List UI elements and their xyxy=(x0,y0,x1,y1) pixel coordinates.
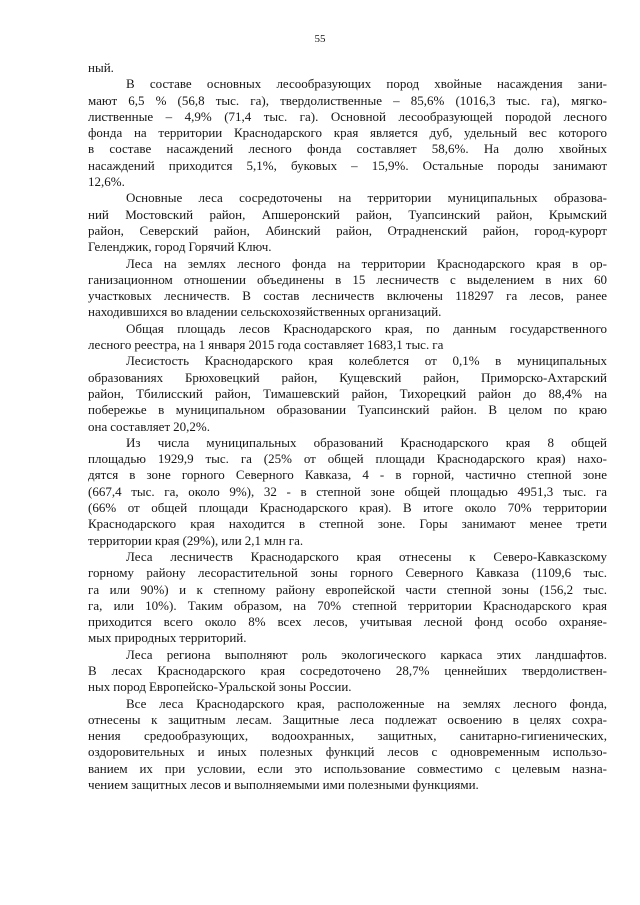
paragraph xyxy=(88,549,607,647)
text-line: район, Тбилисский район, Тимашевский район, Тихорецкий район до 88,4% на xyxy=(88,385,607,401)
text-line: лесного реестра, на 1 января 2015 года составляет 1683,1 тыс. га xyxy=(88,337,444,353)
paragraph xyxy=(88,435,607,549)
paragraph xyxy=(88,76,607,190)
text-line: мают 6,5 % (56,8 тыс. га), твердолиственные – 85,6% (1016,3 тыс. га), мягко- xyxy=(88,92,607,108)
text-line: лиственные – 4,9% (71,4 тыс. га). Основной лесообразующей породой лесного xyxy=(88,108,607,124)
text-line: площадью 1929,9 тыс. га (25% от общей площади Краснодарского края) нахо- xyxy=(88,451,607,467)
text-line: находившихся во владении сельскохозяйственных организаций. xyxy=(88,304,442,320)
text-line: приходится всего около 8% всех лесов, учитывая лесной фонд особо охраняе- xyxy=(88,614,607,630)
text-line: насаждений приходится 5,1%, буковых – 15,9%. Остальные породы занимают xyxy=(88,157,607,173)
text-line: Лесистость Краснодарского края колеблется от 0,1% в муниципальных xyxy=(126,353,607,369)
text-line: горному району лесорастительной зоны горного Северного Кавказа (1109,6 тыс. xyxy=(88,565,607,581)
text-line: Леса лесничеств Краснодарского края отнесены к Северо-Кавказскому xyxy=(126,548,607,564)
paragraph xyxy=(88,190,607,255)
text-line: фонда на территории Краснодарского края является дуб, удельный вес которого xyxy=(88,125,607,141)
text-line: 12,6%. xyxy=(88,174,125,190)
text-line: га, или 10%). Таким образом, на 70% степной территории Краснодарского края xyxy=(88,597,607,613)
paragraph xyxy=(88,647,607,696)
text-line: район, Северский район, Абинский район, Отрадненский район, город-курорт xyxy=(88,222,607,238)
text-line: В лесах Краснодарского края сосредоточено 28,7% ценнейших твердолиствен- xyxy=(88,662,607,678)
text-line: ний Мостовский район, Апшеронский район, Туапсинский район, Крымский xyxy=(88,206,607,222)
text-line: отнесены к защитным лесам. Защитные леса подлежат освоению в целях сохра- xyxy=(88,711,607,727)
text-line: Общая площадь лесов Краснодарского края, по данным государственного xyxy=(126,320,607,336)
text-line: она составляет 20,2%. xyxy=(88,418,211,434)
text-line: (667,4 тыс. га, около 9%), 32 - в степной зоне общей площадью 4951,3 тыс. га xyxy=(88,483,607,499)
text-line: участковых лесничеств. В состав лесничеств включены 118297 га лесов, ранее xyxy=(88,288,607,304)
text-line: образованиях Брюховецкий район, Кущевский район, Приморско-Ахтарский xyxy=(88,369,607,385)
text-line: ганизационном отношении объединены в 15 лесничеств с выделением в них 60 xyxy=(88,271,607,287)
text-line: Основные леса сосредоточены на территории муниципальных образова- xyxy=(126,190,607,206)
text-line: в составе насаждений лесного фонда составляет 58,6%. На долю хвойных xyxy=(88,141,607,157)
text-line: территории края (29%), или 2,1 млн га. xyxy=(88,532,304,548)
text-line: чением защитных лесов и выполняемыми ими полезными функциями. xyxy=(88,777,479,793)
text-line: Геленджик, город Горячий Ключ. xyxy=(88,239,272,255)
text-line: Из числа муниципальных образований Краснодарского края 8 общей xyxy=(126,434,607,450)
text-line: нения средообразующих, водоохранных, защитных, санитарно-гигиенических, xyxy=(88,728,607,744)
text-line: ный. xyxy=(88,60,114,75)
page-number: 55 xyxy=(314,33,326,45)
text-line: ванием их при условии, если это использование совместимо с целевым назна- xyxy=(88,760,607,776)
text-line: дятся в зоне горного Северного Кавказа, 4 - в горной, частично степной зоне xyxy=(88,467,607,483)
text-line: Краснодарского края находится в степной зоне. Горы занимают менее трети xyxy=(88,516,607,532)
text-line: побережье в муниципальном образовании Туапсинский район. В целом по краю xyxy=(88,402,607,418)
text-line: га или 90%) и к степному району европейской части степной зоны (156,2 тыс. xyxy=(88,581,607,597)
paragraph xyxy=(88,353,607,434)
text-line: В составе основных лесообразующих пород хвойные насаждения зани- xyxy=(126,76,607,92)
text-line: Все леса Краснодарского края, расположенные на землях лесного фонда, xyxy=(126,695,607,711)
paragraph xyxy=(88,256,607,321)
text-line: оздоровительных и иных полезных функций лесов с одновременным использо- xyxy=(88,744,607,760)
text-line: (66% от общей площади Краснодарского края). В итоге около 70% территории xyxy=(88,500,607,516)
text-line: мых природных территорий. xyxy=(88,630,247,646)
text-line: Леса на землях лесного фонда на территории Краснодарского края в ор- xyxy=(126,255,607,271)
paragraph xyxy=(88,321,607,354)
paragraph xyxy=(88,696,607,794)
text-line: Леса региона выполняют роль экологического каркаса этих ландшафтов. xyxy=(126,646,607,662)
paragraph xyxy=(88,60,607,76)
body-text xyxy=(88,60,607,793)
text-line: ных пород Европейско-Уральской зоны России. xyxy=(88,679,352,695)
